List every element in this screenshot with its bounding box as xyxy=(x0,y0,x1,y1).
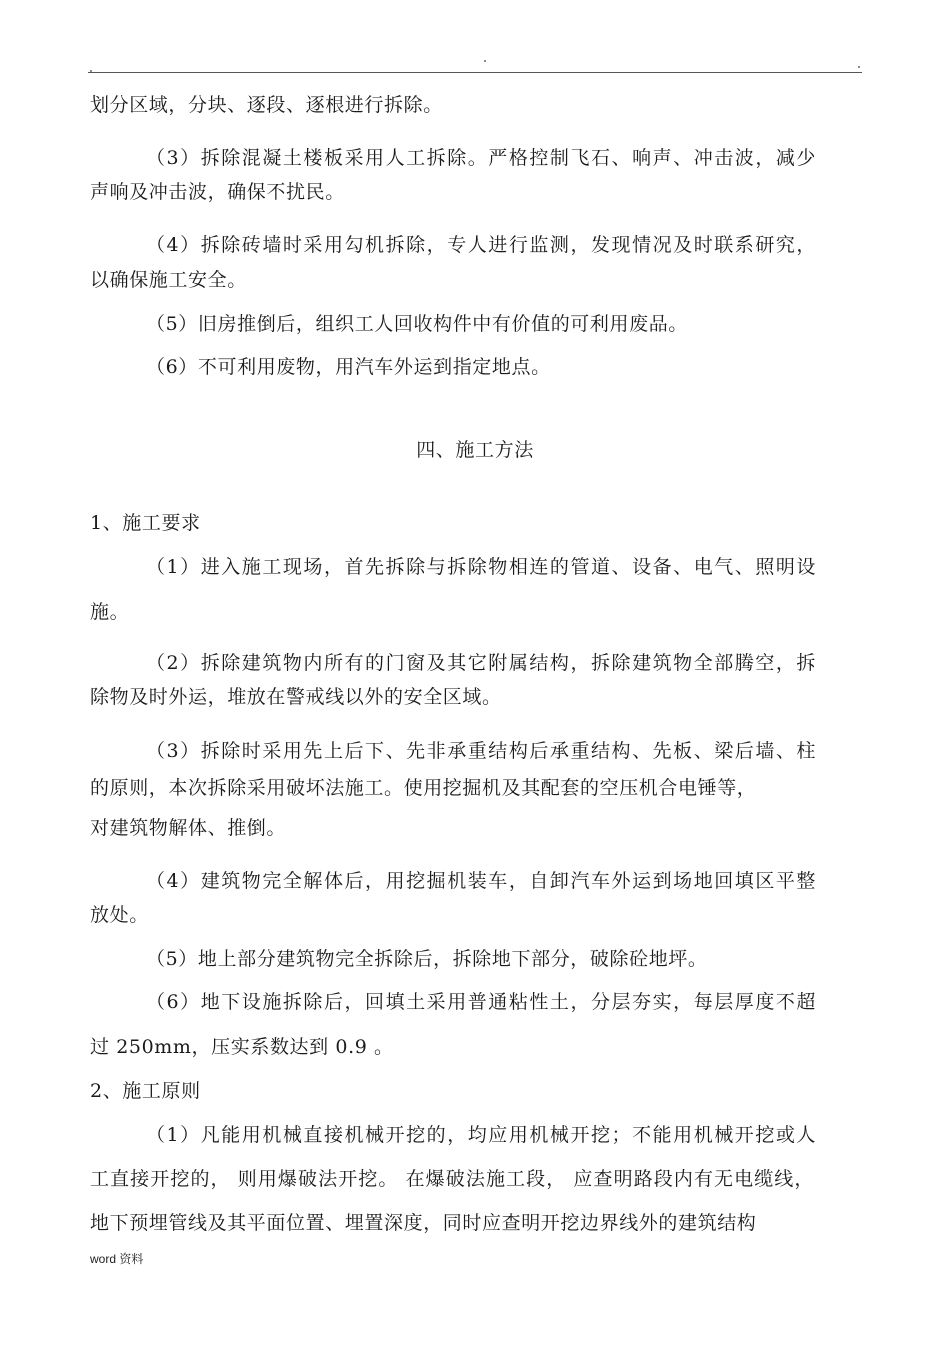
paragraph-line: （4）建筑物完全解体后，用挖掘机装车，自卸汽车外运到场地回填区平整 xyxy=(146,870,816,892)
paragraph-line: 过 250mm，压实系数达到 0.9 。 xyxy=(90,1036,394,1058)
paragraph-line: 工直接开挖的， 则用爆破法开挖。 在爆破法施工段， 应查明路段内有无电缆线， xyxy=(90,1168,814,1190)
paragraph-line: （1）凡能用机械直接机械开挖的，均应用机械开挖；不能用机械开挖或人 xyxy=(146,1124,816,1146)
header-mark-left xyxy=(90,70,92,72)
paragraph-line: 地下预埋管线及其平面位置、埋置深度，同时应查明开挖边界线外的建筑结构 xyxy=(90,1212,757,1234)
paragraph-line: （2）拆除建筑物内所有的门窗及其它附属结构，拆除建筑物全部腾空，拆 xyxy=(146,652,816,674)
paragraph-line: 对建筑物解体、推倒。 xyxy=(90,817,287,839)
paragraph-line: （4）拆除砖墙时采用勾机拆除，专人进行监测，发现情况及时联系研究， xyxy=(146,234,816,256)
section-title: 四、施工方法 xyxy=(416,439,534,461)
header-mark-center xyxy=(484,60,486,62)
paragraph-line: （6）不可利用废物，用汽车外运到指定地点。 xyxy=(146,356,551,378)
header-rule xyxy=(88,72,862,73)
paragraph-line: （3）拆除时采用先上后下、先非承重结构后承重结构、先板、梁后墙、柱 xyxy=(146,740,816,762)
paragraph-line: （1）进入施工现场，首先拆除与拆除物相连的管道、设备、电气、照明设 xyxy=(146,556,816,578)
paragraph-line: 放处。 xyxy=(90,904,149,926)
paragraph-line: 声响及冲击波，确保不扰民。 xyxy=(90,181,345,203)
paragraph-line: （5）地上部分建筑物完全拆除后，拆除地下部分，破除砼地坪。 xyxy=(146,948,708,970)
paragraph-line: （3）拆除混凝土楼板采用人工拆除。严格控制飞石、响声、冲击波，减少 xyxy=(146,147,816,169)
paragraph-line: 划分区域，分块、逐段、逐根进行拆除。 xyxy=(90,94,443,116)
paragraph-line: 的原则，本次拆除采用破坏法施工。使用挖掘机及其配套的空压机合电锤等， xyxy=(90,777,757,799)
paragraph-line: 施。 xyxy=(90,601,130,623)
paragraph-line: （6）地下设施拆除后，回填土采用普通粘性土，分层夯实，每层厚度不超 xyxy=(146,991,816,1013)
header-mark-right xyxy=(858,66,860,68)
subsection-heading: 1、施工要求 xyxy=(90,512,201,534)
paragraph-line: 以确保施工安全。 xyxy=(90,269,247,291)
footer-label: word 资料 xyxy=(90,1252,144,1266)
subsection-heading: 2、施工原则 xyxy=(90,1080,201,1102)
paragraph-line: （5）旧房推倒后，组织工人回收构件中有价值的可利用废品。 xyxy=(146,313,688,335)
paragraph-line: 除物及时外运，堆放在警戒线以外的安全区域。 xyxy=(90,686,502,708)
